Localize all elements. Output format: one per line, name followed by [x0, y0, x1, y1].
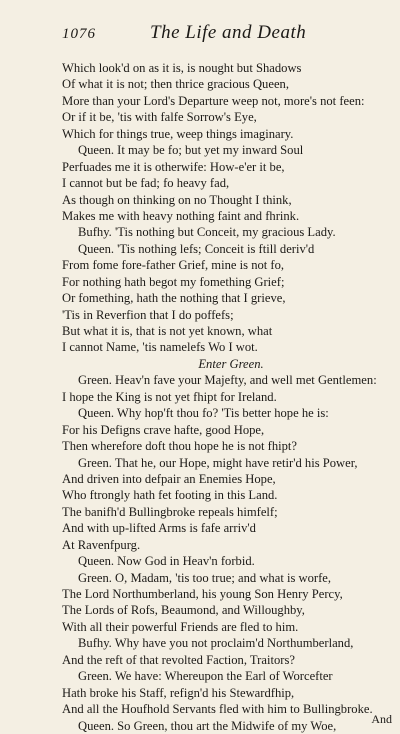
- text-line: I hope the King is not yet fhipt for Ireland.: [62, 389, 277, 404]
- text-line: Queen. Now God in Heav'n forbid.: [78, 554, 255, 569]
- text-line: Of what it is not; then thrice gracious Queen,: [62, 77, 289, 92]
- text-line: As though on thinking on no Thought I think,: [62, 192, 292, 207]
- text-line: And driven into defpair an Enemies Hope,: [62, 471, 276, 486]
- text-line: Which for things true, weep things imaginary.: [62, 126, 294, 141]
- text-line: I cannot Name, 'tis namelefs Wo I wot.: [62, 340, 258, 355]
- text-line: Or fomething, hath the nothing that I grieve,: [62, 291, 286, 306]
- text-line: Queen. So Green, thou art the Midwife of my Woe,: [78, 718, 337, 733]
- text-line: Which look'd on as it is, is nought but Shadows: [62, 61, 302, 75]
- text-line: I cannot but be fad; fo heavy fad,: [62, 176, 230, 191]
- text-line: Bufhy. Why have you not proclaim'd Northumberland,: [78, 636, 354, 651]
- text-line: Queen. 'Tis nothing lefs; Conceit is ftill deriv'd: [78, 241, 315, 256]
- stage-direction: Enter Green.: [198, 356, 264, 371]
- text-line: Hath broke his Staff, refign'd his Stewardfhip,: [62, 685, 295, 700]
- text-line: Green. That he, our Hope, might have retir'd his Power,: [78, 455, 358, 470]
- text-line: But what it is, that is not yet known, what: [62, 324, 273, 338]
- text-line: Green. O, Madam, 'tis too true; and what is worfe,: [78, 570, 332, 585]
- text-line: The Lord Northumberland, his young Son Henry Percy,: [62, 587, 343, 601]
- text-line: The banifh'd Bullingbroke repeals himfelf;: [62, 504, 278, 519]
- text-line: Who ftrongly hath fet footing in this Land.: [62, 488, 278, 503]
- page-number: 1076: [62, 26, 96, 42]
- text-line: Green. Heav'n fave your Majefty, and well met Gentlemen:: [78, 373, 377, 388]
- text-line: Queen. Why hop'ft thou fo? 'Tis better hope he is:: [78, 406, 329, 421]
- catchword: And: [371, 712, 392, 726]
- text-line: At Ravenfpurg.: [62, 537, 141, 552]
- text-line: Then wherefore doft thou hope he is not fhipt?: [62, 439, 298, 454]
- running-title: The Life and Death: [150, 22, 307, 43]
- text-line: For his Defigns crave hafte, good Hope,: [62, 422, 265, 437]
- text-line: And with up-lifted Arms is fafe arriv'd: [62, 521, 256, 536]
- text-line: Bufhy. 'Tis nothing but Conceit, my gracious Lady.: [78, 225, 336, 240]
- text-line: 'Tis in Reverfion that I do poffefs;: [62, 307, 234, 322]
- play-text: [62, 60, 400, 734]
- text-line: More than your Lord's Departure weep not, more's not feen:: [62, 93, 365, 108]
- text-line: With all their powerful Friends are fled to him.: [62, 619, 299, 634]
- text-line: Green. We have: Whereupon the Earl of Worcefter: [78, 669, 333, 684]
- text-line: Makes me with heavy nothing faint and fhrink.: [62, 208, 300, 223]
- text-line: And all the Houfhold Servants fled with him to Bullingbroke.: [62, 702, 373, 717]
- text-line: The Lords of Rofs, Beaumond, and Willoughby,: [62, 603, 305, 618]
- text-line: Or if it be, 'tis with falfe Sorrow's Eye,: [62, 110, 257, 125]
- page-header: [62, 22, 380, 50]
- text-line: Perfuades me it is otherwife: How-e'er it be,: [62, 159, 285, 174]
- text-line: And the reft of that revolted Faction, Traitors?: [62, 652, 295, 667]
- text-line: Queen. It may be fo; but yet my inward Soul: [78, 143, 304, 158]
- text-line: For nothing hath begot my fomething Grief;: [62, 274, 285, 289]
- text-line: From fome fore-father Grief, mine is not fo,: [62, 258, 285, 273]
